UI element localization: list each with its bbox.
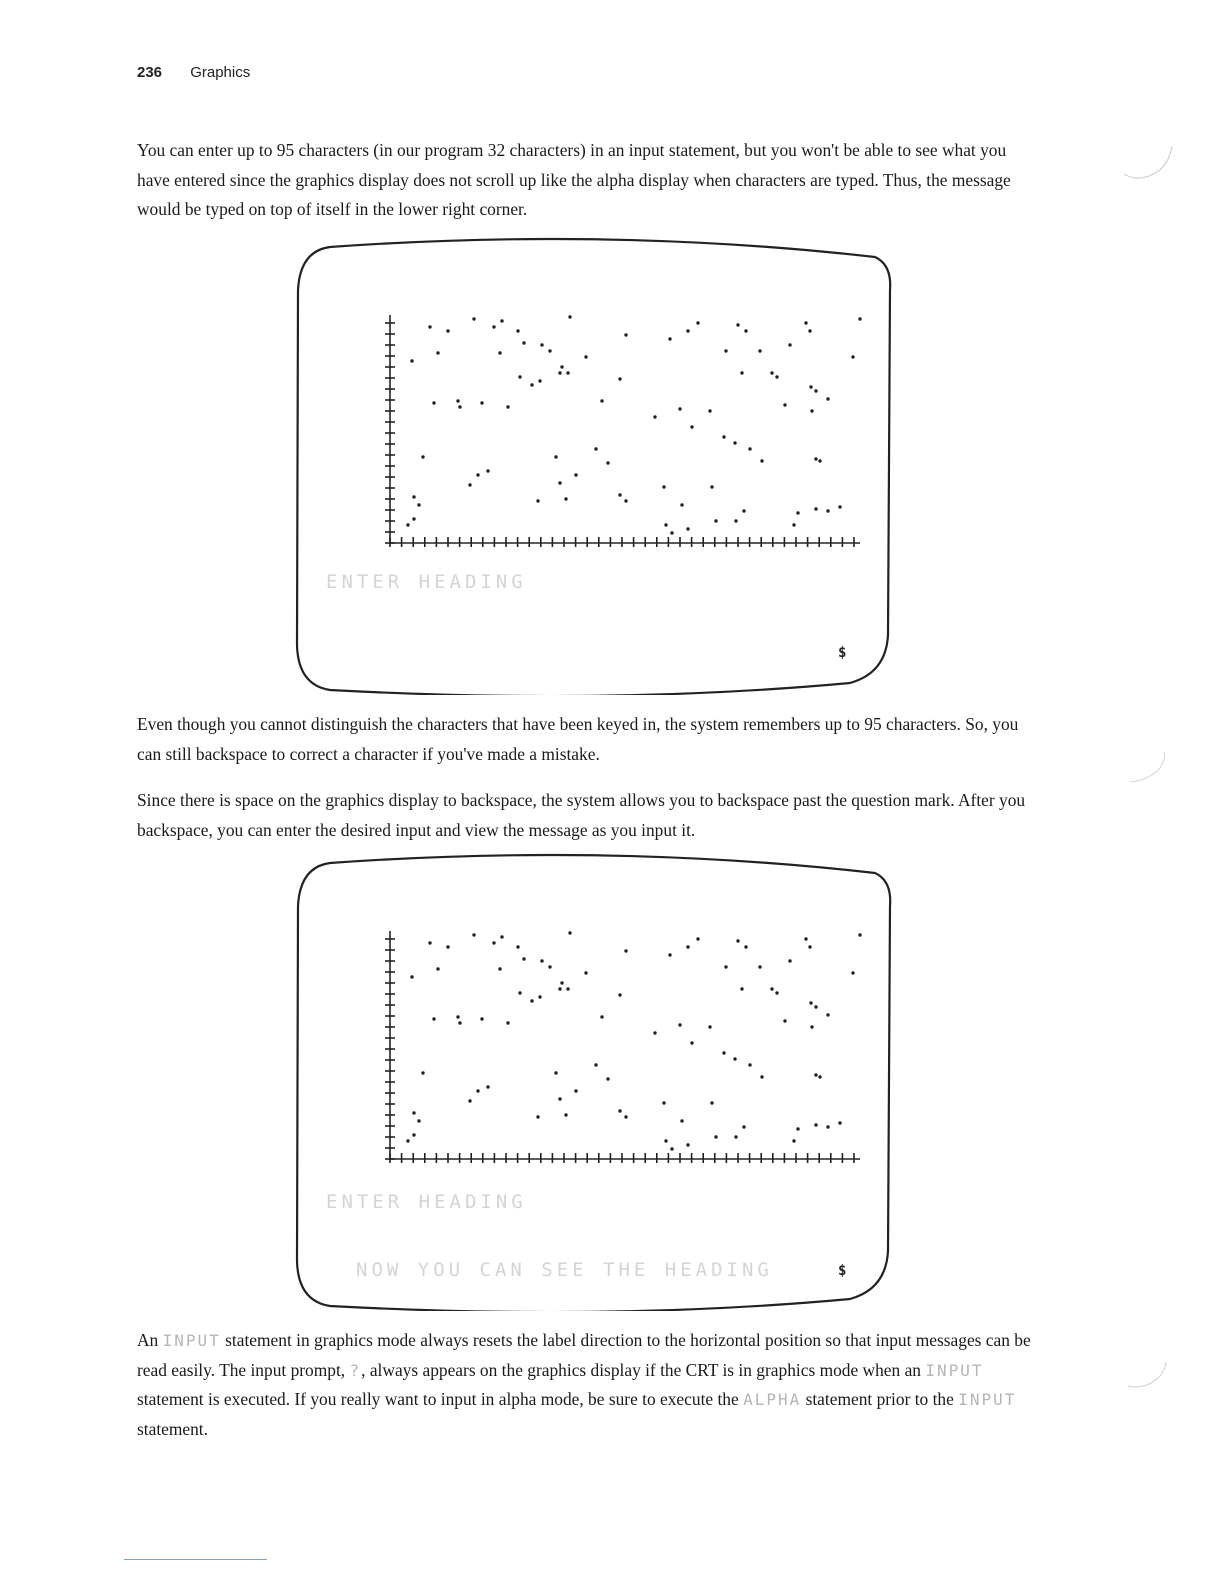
text-run: An bbox=[137, 1330, 163, 1350]
margin-mark bbox=[1120, 750, 1180, 790]
section-title: Graphics bbox=[190, 64, 251, 81]
keyword-alpha: ALPHA bbox=[743, 1390, 802, 1409]
text-run: statement is executed. If you really want to input in alpha mode, be sure to execute the bbox=[137, 1389, 744, 1409]
text-run: statement prior to the bbox=[801, 1389, 959, 1409]
keyword-input: INPUT bbox=[162, 1331, 221, 1350]
cursor-glyph: $ bbox=[838, 645, 847, 661]
text-run: statement. bbox=[137, 1418, 208, 1439]
text-run: , always appears on the graphics display if the CRT is in graphics mode when an bbox=[361, 1359, 926, 1380]
paragraph-input-statement bbox=[137, 1326, 1037, 1444]
running-head bbox=[137, 64, 250, 81]
margin-mark bbox=[1120, 142, 1180, 192]
text-run: statement in graphics mode always resets the label direction to the horizontal position so that input messages can be read easily. The input prompt, bbox=[137, 1330, 1031, 1380]
keyword-input: INPUT bbox=[925, 1360, 984, 1380]
page-number: 236 bbox=[137, 64, 163, 81]
enter-heading-prompt: ENTER HEADING bbox=[326, 571, 527, 593]
paragraph-input-limit: You can enter up to 95 characters (in our program 32 characters) in an input statement, but you won't be able to see what you have entered since the graphics display does not scroll up like the alpha display when characters are typed. Thus, the message would be typed on top of itself in the lower right corner. bbox=[137, 140, 1011, 219]
keyword-input: INPUT bbox=[958, 1390, 1017, 1409]
crt-screen-figure-1 bbox=[290, 235, 900, 695]
keyword-prompt-symbol: ? bbox=[349, 1360, 362, 1380]
cursor-glyph: $ bbox=[838, 1263, 847, 1279]
margin-mark bbox=[1120, 1360, 1180, 1400]
crt-bezel bbox=[290, 851, 900, 1311]
crt-screen-figure-2 bbox=[290, 851, 900, 1311]
paragraph-backspace: Even though you cannot distinguish the characters that have been keyed in, the system remembers up to 95 characters. So, you can still backspace to correct a character if you've made a mistake. bbox=[137, 714, 1019, 764]
enter-heading-prompt: ENTER HEADING bbox=[326, 1191, 527, 1213]
crt-bezel bbox=[290, 235, 900, 695]
footer-rule bbox=[124, 1559, 267, 1560]
heading-message: NOW YOU CAN SEE THE HEADING bbox=[356, 1259, 773, 1281]
paragraph-backspace-question-mark: Since there is space on the graphics display to backspace, the system allows you to backspace past the question mark. After you backspace, you can enter the desired input and view the message as you input it. bbox=[137, 790, 1026, 840]
